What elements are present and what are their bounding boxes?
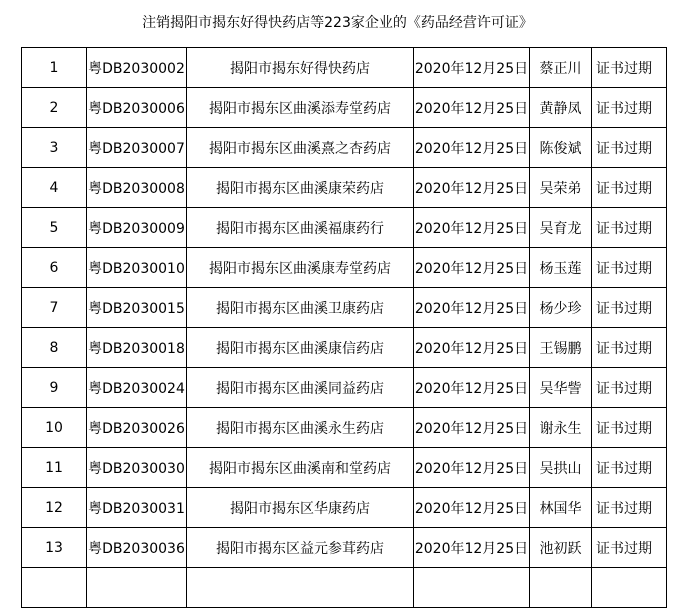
- date-cell: 2020年12月25日: [414, 488, 530, 528]
- license-code-cell: 粤DB2030002: [87, 48, 187, 88]
- row-number-cell: 1: [22, 48, 87, 88]
- row-number-cell: 7: [22, 288, 87, 328]
- responsible-person-cell: 杨玉莲: [530, 248, 592, 288]
- row-number-cell: 11: [22, 448, 87, 488]
- cancellation-reason-cell: 证书过期: [592, 448, 667, 488]
- responsible-person-cell: 池初跃: [530, 528, 592, 568]
- table-body: [22, 48, 667, 608]
- table-row: [22, 288, 667, 328]
- license-code-cell: 粤DB2030009: [87, 208, 187, 248]
- document-title: 注销揭阳市揭东好得快药店等223家企业的《药品经营许可证》: [142, 15, 533, 31]
- cancellation-reason-cell: 证书过期: [592, 48, 667, 88]
- license-code-cell: 粤DB2030015: [87, 288, 187, 328]
- license-code-cell: 粤DB2030006: [87, 88, 187, 128]
- enterprise-name-cell: 揭阳市揭东区曲溪南和堂药店: [187, 448, 414, 488]
- cancellation-reason-cell: 证书过期: [592, 168, 667, 208]
- license-code-cell: 粤DB2030030: [87, 448, 187, 488]
- enterprise-name-cell: 揭阳市揭东区曲溪熹之杏药店: [187, 128, 414, 168]
- license-cancellation-table: [21, 47, 667, 608]
- row-number-cell: 9: [22, 368, 87, 408]
- table-row: [22, 48, 667, 88]
- table-row: [22, 208, 667, 248]
- enterprise-name-cell: 揭阳市揭东区曲溪福康药行: [187, 208, 414, 248]
- table-row: [22, 368, 667, 408]
- date-cell: 2020年12月25日: [414, 128, 530, 168]
- date-cell: 2020年12月25日: [414, 48, 530, 88]
- table-row: [22, 448, 667, 488]
- enterprise-name-cell: 揭阳市揭东区益元参茸药店: [187, 528, 414, 568]
- license-code-cell: 粤DB2030018: [87, 328, 187, 368]
- cancellation-reason-cell: 证书过期: [592, 248, 667, 288]
- row-number-cell: 10: [22, 408, 87, 448]
- enterprise-name-cell: 揭阳市揭东区曲溪添寿堂药店: [187, 88, 414, 128]
- license-code-cell: 粤DB2030036: [87, 528, 187, 568]
- license-code-cell: 粤DB2030007: [87, 128, 187, 168]
- table-row: [22, 488, 667, 528]
- responsible-person-cell: 蔡正川: [530, 48, 592, 88]
- responsible-person-cell: 谢永生: [530, 408, 592, 448]
- enterprise-name-cell: 揭阳市揭东区曲溪康信药店: [187, 328, 414, 368]
- cancellation-reason-cell: 证书过期: [592, 288, 667, 328]
- cancellation-reason-cell: 证书过期: [592, 208, 667, 248]
- enterprise-name-cell: 揭阳市揭东区曲溪永生药店: [187, 408, 414, 448]
- responsible-person-cell: 吴拱山: [530, 448, 592, 488]
- responsible-person-cell: 王锡鹏: [530, 328, 592, 368]
- responsible-person-cell: 黄静凤: [530, 88, 592, 128]
- date-cell: 2020年12月25日: [414, 168, 530, 208]
- row-number-cell: 8: [22, 328, 87, 368]
- date-cell: 2020年12月25日: [414, 448, 530, 488]
- license-code-cell: 粤DB2030026: [87, 408, 187, 448]
- row-number-cell: 12: [22, 488, 87, 528]
- row-number-cell: 2: [22, 88, 87, 128]
- table-row: [22, 88, 667, 128]
- responsible-person-cell: 杨少珍: [530, 288, 592, 328]
- enterprise-name-cell: 揭阳市揭东区曲溪卫康药店: [187, 288, 414, 328]
- cancellation-reason-cell: 证书过期: [592, 128, 667, 168]
- date-cell: 2020年12月25日: [414, 408, 530, 448]
- table-row: [22, 248, 667, 288]
- table-row: [22, 168, 667, 208]
- responsible-person-cell: 吴华訾: [530, 368, 592, 408]
- cancellation-reason-cell: 证书过期: [592, 528, 667, 568]
- license-code-cell: 粤DB2030031: [87, 488, 187, 528]
- enterprise-name-cell: 揭阳市揭东区华康药店: [187, 488, 414, 528]
- cancellation-reason-cell: 证书过期: [592, 368, 667, 408]
- responsible-person-cell: 陈俊斌: [530, 128, 592, 168]
- date-cell: 2020年12月25日: [414, 208, 530, 248]
- license-code-cell: 粤DB2030010: [87, 248, 187, 288]
- table-row: [22, 408, 667, 448]
- cancellation-reason-cell: 证书过期: [592, 408, 667, 448]
- date-cell: 2020年12月25日: [414, 528, 530, 568]
- date-cell: 2020年12月25日: [414, 288, 530, 328]
- row-number-cell: 4: [22, 168, 87, 208]
- cancellation-reason-cell: 证书过期: [592, 88, 667, 128]
- cancellation-reason-cell: 证书过期: [592, 328, 667, 368]
- license-code-cell: 粤DB2030008: [87, 168, 187, 208]
- responsible-person-cell: 林国华: [530, 488, 592, 528]
- table-row: [22, 328, 667, 368]
- date-cell: 2020年12月25日: [414, 88, 530, 128]
- table-row: [22, 528, 667, 568]
- enterprise-name-cell: 揭阳市揭东区曲溪康荣药店: [187, 168, 414, 208]
- responsible-person-cell: 吴荣弟: [530, 168, 592, 208]
- date-cell: 2020年12月25日: [414, 248, 530, 288]
- responsible-person-cell: 吴育龙: [530, 208, 592, 248]
- date-cell: 2020年12月25日: [414, 328, 530, 368]
- license-code-cell: 粤DB2030024: [87, 368, 187, 408]
- row-number-cell: 6: [22, 248, 87, 288]
- row-number-cell: 5: [22, 208, 87, 248]
- cancellation-reason-cell: 证书过期: [592, 488, 667, 528]
- table-row: [22, 128, 667, 168]
- enterprise-name-cell: 揭阳市揭东区曲溪康寿堂药店: [187, 248, 414, 288]
- enterprise-name-cell: 揭阳市揭东好得快药店: [187, 48, 414, 88]
- enterprise-name-cell: 揭阳市揭东区曲溪同益药店: [187, 368, 414, 408]
- date-cell: 2020年12月25日: [414, 368, 530, 408]
- row-number-cell: 13: [22, 528, 87, 568]
- row-number-cell: 3: [22, 128, 87, 168]
